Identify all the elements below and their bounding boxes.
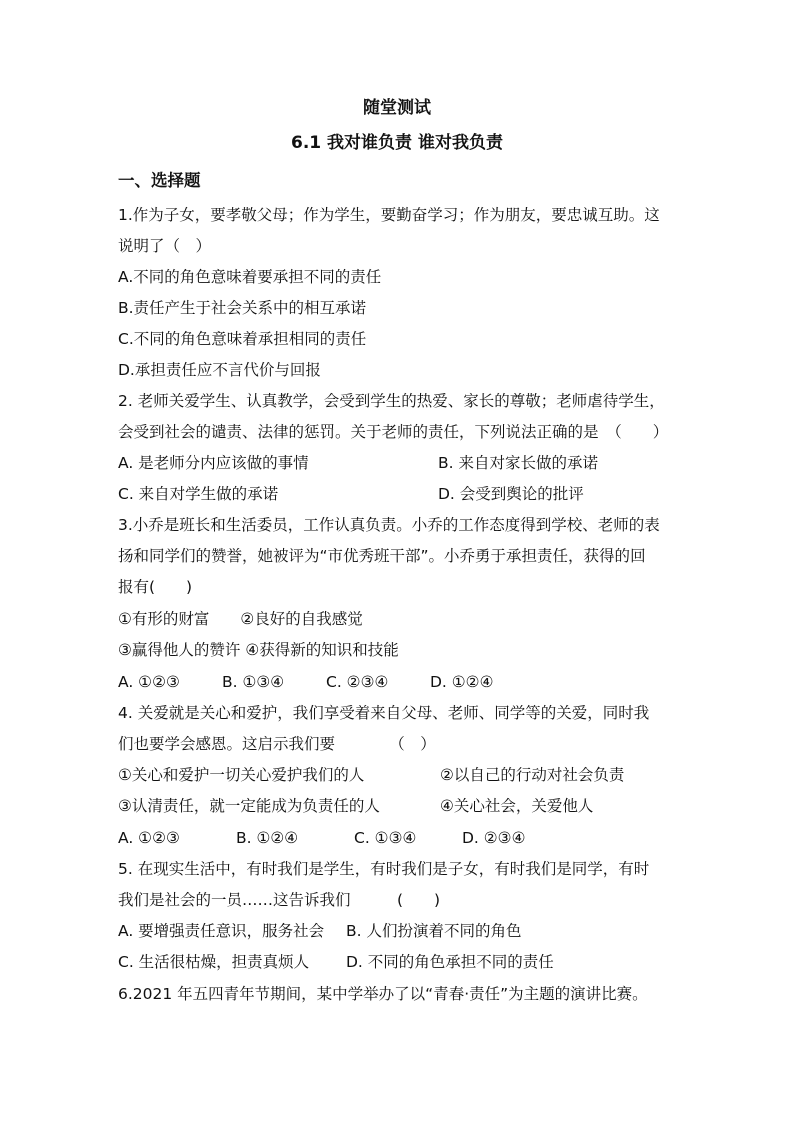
page-subtitle: 6.1 我对谁负责 谁对我负责 [291,133,503,153]
q5-option-a: A. 要增强责任意识，服务社会 [118,922,325,940]
q4-option-d: D. ②③④ [462,829,526,847]
q3-option-d: D. ①②④ [430,673,494,691]
page-title: 随堂测试 [363,98,431,118]
q4-stem-line2: 们也要学会感恩。这启示我们要 （ ） [118,735,436,753]
q3-option-c: C. ②③④ [326,673,389,691]
q5-stem-line2: 我们是社会的一员……这告诉我们 ( ) [118,891,441,909]
q5-option-c: C. 生活很枯燥，担责真烦人 [118,953,310,971]
q2-option-d: D. 会受到舆论的批评 [438,485,584,503]
q4-option-b: B. ①②④ [236,829,299,847]
q2-option-c: C. 来自对学生做的承诺 [118,485,279,503]
q4-option-a: A. ①②③ [118,829,180,847]
q3-items-1-2: ①有形的财富 ②良好的自我感觉 [118,610,363,628]
q6-stem-line1: 6.2021 年五四青年节期间，某中学举办了以“青春·责任”为主题的演讲比赛。 [118,985,648,1003]
q3-stem-line3: 报有( ) [118,578,193,596]
q4-options-row [118,827,525,849]
q5-option-d: D. 不同的角色承担不同的责任 [346,953,554,971]
q1-stem-line2: 说明了（ ） [118,237,212,255]
q2-stem-line1: 2. 老师关爱学生、认真教学，会受到学生的热爱、家长的尊敬；老师虐待学生， [118,392,665,410]
q3-option-b: B. ①③④ [222,673,285,691]
q3-items-3-4: ③赢得他人的赞许 ④获得新的知识和技能 [118,641,399,659]
q3-stem-line1: 3.小乔是班长和生活委员，工作认真负责。小乔的工作态度得到学校、老师的表 [118,516,660,534]
q3-option-a: A. ①②③ [118,673,180,691]
q4-item-2: ②以自己的行动对社会负责 [440,766,625,784]
section-heading: 一、选择题 [118,171,201,190]
q1-option-c: C.不同的角色意味着承担相同的责任 [118,330,367,348]
q4-item-1: ①关心和爱护一切关心爱护我们的人 [118,766,365,784]
q4-item-4: ④关心社会，关爱他人 [440,797,594,815]
q1-option-a: A.不同的角色意味着要承担不同的责任 [118,268,382,286]
q3-options-row [118,671,493,693]
q2-option-a: A. 是老师分内应该做的事情 [118,454,309,472]
q5-option-b: B. 人们扮演着不同的角色 [346,922,522,940]
q2-stem-line2: 会受到社会的谴责、法律的惩罚。关于老师的责任，下列说法正确的是 （ ） [118,423,669,441]
q4-option-c: C. ①③④ [354,829,417,847]
q5-stem-line1: 5. 在现实生活中，有时我们是学生，有时我们是子女，有时我们是同学，有时 [118,860,650,878]
q3-stem-line2: 扬和同学们的赞誉，她被评为“市优秀班干部”。小乔勇于承担责任，获得的回 [118,547,646,565]
q4-item-3: ③认清责任，就一定能成为负责任的人 [118,797,380,815]
q2-option-b: B. 来自对家长做的承诺 [438,454,598,472]
q1-option-d: D.承担责任应不言代价与回报 [118,361,321,379]
q1-stem-line1: 1.作为子女，要孝敬父母；作为学生，要勤奋学习；作为朋友，要忠诚互助。这 [118,206,660,224]
q1-option-b: B.责任产生于社会关系中的相互承诺 [118,299,367,317]
q4-stem-line1: 4. 关爱就是关心和爱护，我们享受着来自父母、老师、同学等的关爱，同时我 [118,704,650,722]
